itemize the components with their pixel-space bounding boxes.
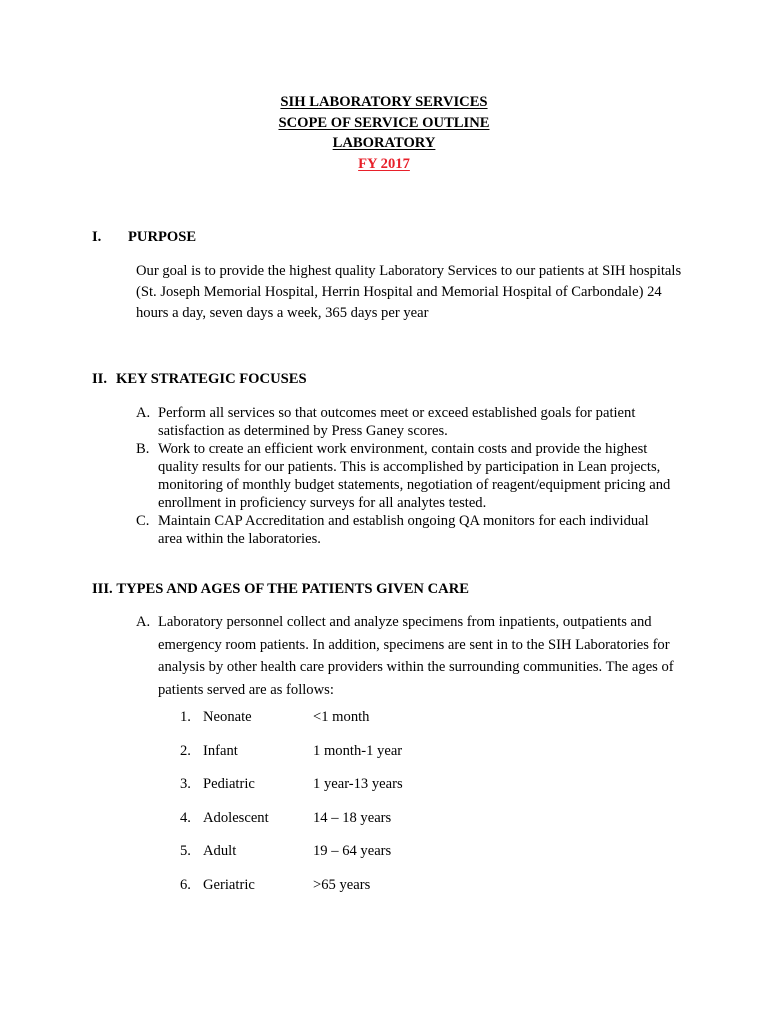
age-group-label: Neonate [203, 709, 252, 725]
strategic-focus-list [136, 404, 676, 548]
section-heading-key-strategic-focuses [92, 371, 307, 388]
age-range: 14 – 18 years [313, 809, 392, 826]
age-range: >65 years [313, 876, 371, 893]
age-range: <1 month [313, 709, 370, 725]
age-row [180, 840, 403, 874]
age-group-label: Adult [203, 843, 237, 860]
age-range: 1 year-13 years [313, 776, 403, 793]
age-number: 2. [180, 742, 191, 759]
section-heading-purpose [92, 229, 196, 246]
title-org: SIH LABORATORY SERVICES [280, 94, 488, 110]
age-number: 6. [180, 876, 191, 893]
purpose-paragraph: Our goal is to provide the highest quality Laboratory Services to our patients at SIH hospitals (St. Joseph Memorial Hospital, Herrin Hospital and Memorial Hospital of Carbondale) 24 hours a day, seven days a week, 365 days per year [136, 263, 682, 321]
age-row [180, 740, 403, 774]
section-title: PURPOSE [128, 229, 197, 245]
title-fiscal-year: FY 2017 [358, 155, 410, 172]
list-marker: A. [136, 405, 151, 421]
section-heading-types-and-ages [92, 581, 469, 598]
age-number: 3. [180, 776, 191, 793]
age-group-label: Infant [203, 742, 238, 759]
age-row [180, 874, 403, 908]
title-outline: SCOPE OF SERVICE OUTLINE [278, 114, 490, 131]
list-item [136, 440, 676, 512]
document-title-block [0, 92, 768, 174]
section-title: TYPES AND AGES OF THE PATIENTS GIVEN CARE [116, 581, 469, 597]
age-row [180, 807, 403, 841]
age-range: 19 – 64 years [313, 843, 392, 860]
list-marker: C. [136, 513, 150, 529]
age-group-label: Adolescent [203, 809, 269, 826]
list-marker: B. [136, 441, 150, 457]
age-range: 1 month-1 year [313, 742, 403, 759]
title-department: LABORATORY [332, 135, 436, 151]
section-title: KEY STRATEGIC FOCUSES [116, 371, 307, 387]
list-marker: A. [136, 614, 151, 630]
age-number: 5. [180, 843, 191, 860]
age-number: 1. [180, 709, 191, 725]
age-group-label: Pediatric [203, 776, 255, 793]
list-item-text: Maintain CAP Accreditation and establish ongoing QA monitors for each individual area within the laboratories. [158, 513, 649, 547]
age-row [180, 773, 403, 807]
list-item [136, 512, 676, 548]
patient-age-list [180, 706, 403, 908]
section-number: III. [92, 581, 113, 597]
age-number: 4. [180, 809, 191, 826]
section-number: I. [92, 229, 102, 245]
age-group-label: Geriatric [203, 876, 255, 893]
list-item [136, 404, 676, 440]
list-item-text: Work to create an efficient work environment, contain costs and provide the highest quality results for our patients. This is accomplished by participation in Lean projects, monitoring of monthly budget statements, negotiation of reagent/equipment pricing and enrollment in proficiency surveys for all analytes tested. [158, 441, 671, 511]
list-item-text: Perform all services so that outcomes meet or exceed established goals for patient satisfaction as determined by Press Ganey scores. [158, 405, 636, 439]
age-row [180, 706, 403, 740]
section-number: II. [92, 371, 108, 387]
patients-paragraph [136, 611, 676, 701]
patients-paragraph-text: Laboratory personnel collect and analyze specimens from inpatients, outpatients and emergency room patients. In addition, specimens are sent in to the SIH Laboratories for analysis by other health care providers within the surrounding communities. The ages of patients served are as follows: [158, 614, 674, 698]
